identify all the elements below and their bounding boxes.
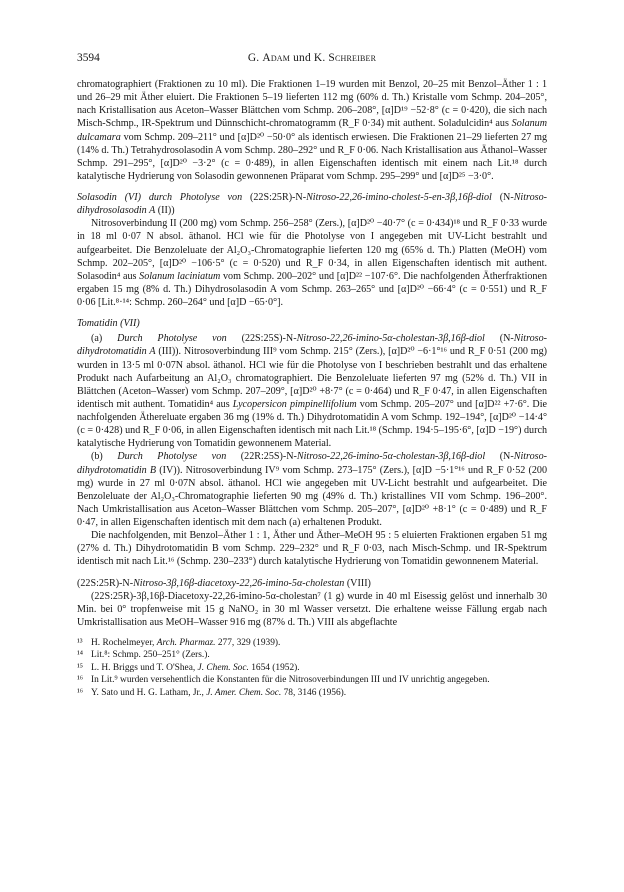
page-number: 3594 [77, 52, 100, 64]
footnotes [77, 637, 547, 699]
footnote: ¹⁵ L. H. Briggs und T. O'Shea, J. Chem. Soc. 1654 (1952). [77, 662, 300, 673]
paragraph-diacetoxy: (22S:25R)-3β,16β-Diacetoxy-22,26-imino-5α-cholestan⁷ (1 g) wurde in 40 ml Eisessig gelöst und innerhalb 30 Min. bei 0° tropfenweise mit 15 g NaNO₂ in 30 ml Wasser versetzt. Die erhaltene weisse Fällung ergab nach Umkristallisation aus MeOH–Wasser 916 mg (87% d. Th.) VIII als abgeflachte [77, 590, 547, 628]
section-heading-tomatidin: Tomatidin (VII) [77, 318, 140, 330]
section-heading-diacetoxy: (22S:25R)-N-Nitroso-3β,16β-diacetoxy-22,26-imino-5α-cholestan (VIII) [77, 577, 371, 589]
paragraph-tomatidin-b: (b) Durch Photolyse von (22R:25S)-N-Nitroso-22,26-imino-5α-cholestan-3β,16β-diol (N-Nitroso-dihydrotomatidin B (IV)). Nitrosoverbindung IV⁹ vom Schmp. 273–175° (Zers.), [α]D −5·1°¹⁶ und R_F 0·52 (200 mg) wurde in 27 ml 0·07N absol. äthanol. HCl wie angegeben mit UV-Licht bestrahlt und aufgearbeitet. Die Benzoleluate der Al₂O₃-Chromatographie lieferten 90 mg (49% d. Th.) kristallines VII vom Schmp. 196–200°. Nach Umkristallisation aus Aceton–Wasser Blättchen vom Schmp. 205–207°, [α]D²⁰ +8·1° (c = 0·489) und R_F 0·47, in allen Eigenschaften identisch mit dem nach (a) erhaltenen Produkt. [77, 451, 547, 528]
footnote: ¹⁴ Lit.⁸: Schmp. 250–251° (Zers.). [77, 650, 210, 661]
paragraph-solasodin: Nitrosoverbindung II (200 mg) vom Schmp. 256–258° (Zers.), [α]D²⁰ −40·7° (c = 0·434)¹⁸ und R_F 0·33 wurde in 18 ml 0·07 N absol. äthanol. HCl wie für die Photolyse von I angegeben mit UV-Licht bestrahlt und aufgearbeitet. Die Benzoleluate der Al₂O₃-Chromatographie lieferten 120 mg (65% d. Th.) Platten (MeOH) vom Schmp. 202–205°, [α]D²⁰ −106·5° (c = 0·520) und R_F 0·34, in allen Eigenschaften identisch mit authent. Solasodin⁴ aus Solanum laciniatum vom Schmp. 200–202° und [α]D²² −107·6°. Die nachfolgenden Ätherfraktionen ergaben 15 mg (8% d. Th.) Dihydrosolasodin A vom Schmp. 263–265° und [α]D²⁰ −66·4° (c = 0·551) und R_F 0·06 [Lit.⁸·¹⁴: Schmp. 260–264° und [α]D −65·0°]. [77, 218, 548, 308]
paragraph-continued: chromatographiert (Fraktionen zu 10 ml). Die Fraktionen 1–19 wurden mit Benzol, 20–25 mit Benzol–Äther 1 : 1 und 26–29 mit Äther eluiert. Die Fraktionen 5–19 lieferten 112 mg (60% d. Th.) Kristalle vom Schmp. 204–205°, nach Kristallisation aus Aceton–Wasser Blättchen vom Schmp. 206–208°, [α]D¹⁹ −52·8° (c = 0·420), die sich nach Misch-Schmp., IR-Spektrum und Dünnschicht-chromatogramm (R_F 0·34) mit authent. Soladulcidin⁴ aus Solanum dulcamara vom Schmp. 209–211° und [α]D²⁰ −50·0° als identisch erwiesen. Die Fraktionen 21–29 lieferten 27 mg (14% d. Th.) Tetrahydrosolasodin A vom Schmp. 280–292° und R_F 0·06. Nach Kristallisation aus Äthanol–Wasser Schmp. 291–295°, [α]D²⁰ −3·2° (c = 0·489), in allen Eigenschaften identisch mit einem nach Lit.¹⁸ durch katalytische Hydrierung von Solasodin gewonnenen Präparat vom Schmp. 295–299° und [α]D²⁵ −3·0°. [77, 79, 547, 182]
paragraph-tomatidin-c: Die nachfolgenden, mit Benzol–Äther 1 : 1, Äther und Äther–MeOH 95 : 5 eluierten Fraktionen ergaben 51 mg (27% d. Th.) Dihydrotomatidin B vom Schmp. 229–232° und R_F 0·03, nach Misch-Schmp. und IR-Spektrum identisch mit nach Lit.¹⁶ (Schmp. 230–233°) durch katalytische Hydrierung von Tomatidin gewonnenem Material. [77, 530, 547, 568]
article-body [77, 78, 547, 699]
running-header [77, 52, 547, 68]
footnote: ¹⁶ In Lit.⁹ wurden versehentlich die Konstanten für die Nitrosoverbindungen III und IV unrichtig angegeben. [77, 675, 490, 686]
paragraph-tomatidin-a: (a) Durch Photolyse von (22S:25S)-N-Nitroso-22,26-imino-5α-cholestan-3β,16β-diol (N-Nitroso-dihydrotomatidin A (III)). Nitrosoverbindung III⁹ vom Schmp. 215° (Zers.), [α]D²⁰ −6·1°¹⁶ und R_F 0·51 (200 mg) wurden in 13·5 ml 0·07N absol. äthanol. HCl wie für die Photolyse von I beschrieben bestrahlt und das erhaltene Produkt nach Aufarbeitung an Al₂O₃ chromatographiert. Die Benzoleluate lieferten 97 mg (52% d. Th.) VII in Blättchen (Aceton–Wasser) vom Schmp. 207–209°, [α]D²⁰ +8·7° (c = 0·464) und R_F 0·47, in allen Eigenschaften identisch mit authent. Tomatidin⁴ aus Lycopersicon pimpinellifolium vom Schmp. 205–207° und [α]D²² +7·6°. Die nachfolgenden Äthereluate ergaben 36 mg (19% d. Th.) Dihydrotomatidin A vom Schmp. 192–194°, [α]D²⁰ −14·4° (c = 0·428) und R_F 0·06, in allen Eigenschaften identisch mit nach Lit.¹⁸ (Schmp. 194·5–195·6°, [α]D −19°) durch katalytische Hydrierung von Tomatidin gewonnenem Material. [77, 333, 548, 450]
footnote: ¹³ H. Rochelmeyer, Arch. Pharmaz. 277, 329 (1939). [77, 638, 281, 648]
section-heading-solasodin: Solasodin (VI) durch Photolyse von (22S:25R)-N-Nitroso-22,26-imino-cholest-5-en-3β,16β-diol (N-Nitroso-dihydrosolasodin A (II)) [77, 192, 547, 217]
running-title: G. Adam und K. Schreiber [247, 52, 377, 64]
footnote: ¹⁶ Y. Sato und H. G. Latham, Jr., J. Amer. Chem. Soc. 78, 3146 (1956). [77, 687, 347, 698]
